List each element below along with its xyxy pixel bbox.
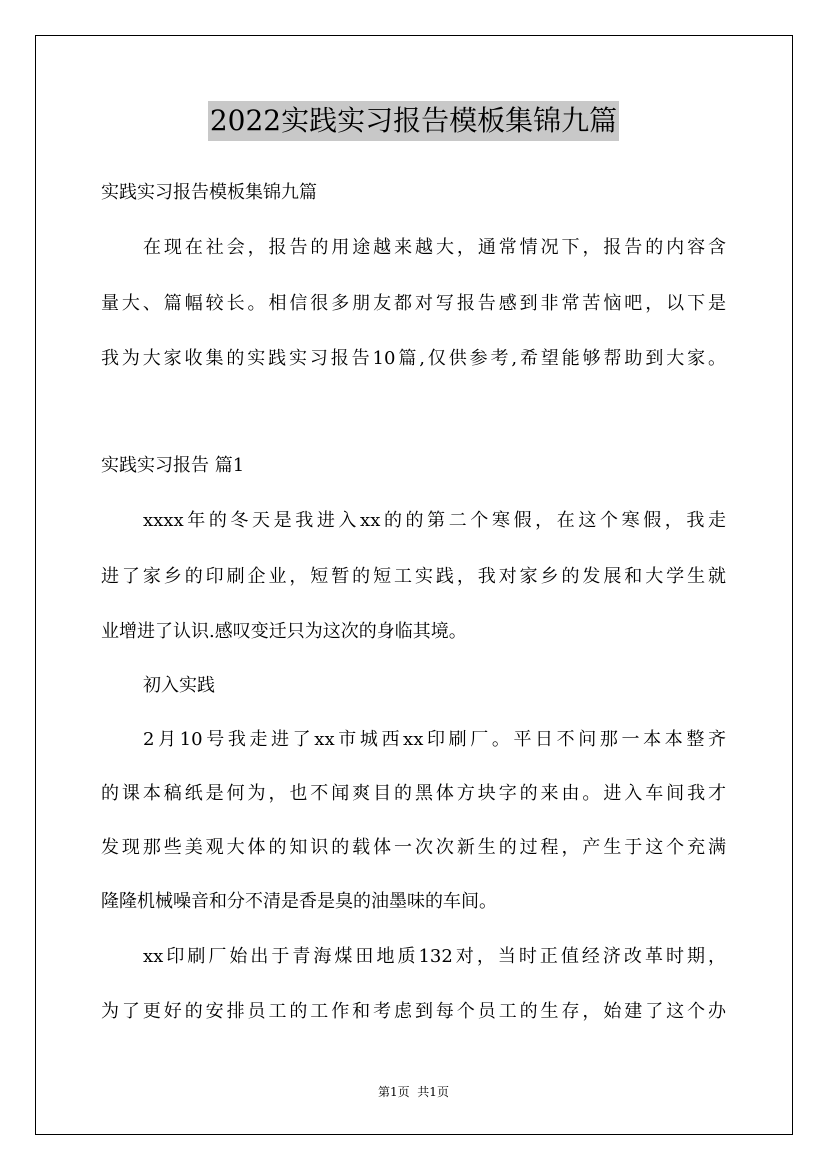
paragraph-2-line-1: 2月10号我走进了xx市城西xx印刷厂。平日不问那一本本整齐	[143, 729, 726, 750]
paragraph-3-line-1: xx印刷厂始出于青海煤田地质132对，当时正值经济改革时期，	[143, 946, 726, 967]
paragraph-1-line-2: 进了家乡的印刷企业，短暂的短工实践，我对家乡的发展和大学生就	[101, 566, 726, 587]
paragraph-2-line-3: 发现那些美观大体的知识的载体一次次新生的过程，产生于这个充满	[101, 837, 726, 858]
subheading: 初入实践	[143, 675, 215, 696]
paragraph-2-line-4: 隆隆机械噪音和分不清是香是臭的油墨味的车间。	[101, 891, 497, 912]
intro-paragraph-line-2: 量大、篇幅较长。相信很多朋友都对写报告感到非常苦恼吧，以下是	[101, 293, 726, 314]
paragraph-2-line-2: 的课本稿纸是何为，也不闻爽目的黑体方块字的来由。进入车间我才	[101, 783, 726, 804]
intro-paragraph-line-1: 在现在社会，报告的用途越来越大，通常情况下，报告的内容含	[143, 237, 726, 258]
page-footer: 第1页 共1页	[378, 1085, 449, 1099]
paragraph-1-line-3: 业增进了认识.感叹变迁只为这次的身临其境。	[101, 621, 467, 642]
subtitle-line: 实践实习报告模板集锦九篇	[101, 182, 317, 203]
document-title: 2022实践实习报告模板集锦九篇	[208, 101, 619, 141]
paragraph-3-line-2: 为了更好的安排员工的工作和考虑到每个员工的生存，始建了这个办	[101, 1001, 726, 1022]
section-heading: 实践实习报告 篇1	[101, 455, 245, 476]
paragraph-1-line-1: xxxx年的冬天是我进入xx的的第二个寒假，在这个寒假，我走	[143, 510, 726, 531]
intro-paragraph-line-3: 我为大家收集的实践实习报告10篇,仅供参考,希望能够帮助到大家。	[101, 348, 726, 369]
title-container	[0, 101, 827, 141]
